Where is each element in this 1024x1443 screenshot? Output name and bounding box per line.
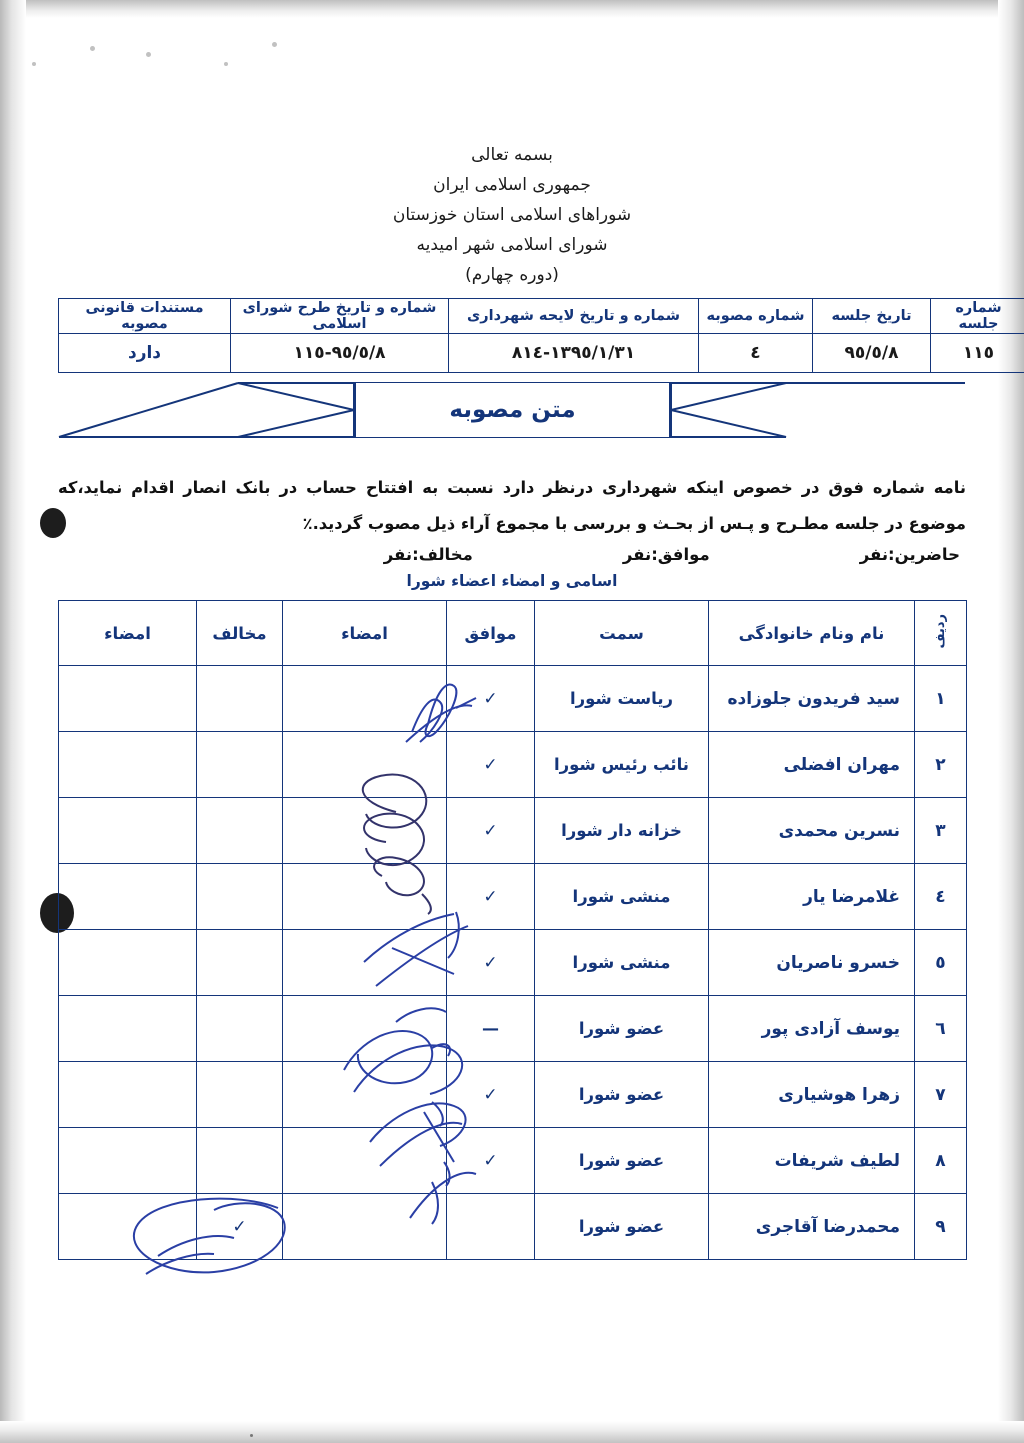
meta-header-row [59, 299, 1024, 334]
signature-agree-cell [283, 996, 447, 1062]
members-signature-table [58, 600, 967, 1260]
against-label: مخالف: [412, 545, 473, 564]
vote-against-mark [197, 996, 283, 1062]
banner-title-box [355, 382, 670, 438]
members-header-signature-agree: امضاء [283, 601, 447, 666]
row-number: ٩ [915, 1194, 967, 1260]
member-name: غلامرضا یار [709, 864, 915, 930]
meta-value-session-number: ١١٥ [931, 334, 1024, 373]
member-role: عضو شورا [535, 996, 709, 1062]
signature-agree-cell [283, 864, 447, 930]
member-name: نسرین محمدی [709, 798, 915, 864]
document-content [58, 0, 1002, 1443]
member-role: عضو شورا [535, 1194, 709, 1260]
meta-value-council-plan: ٩٥/٥/٨-١١٥ [231, 334, 449, 373]
member-name: لطیف شریفات [709, 1128, 915, 1194]
header-line-province: شوراهای اسلامی استان خوزستان [392, 205, 632, 225]
signature-agree-cell [283, 930, 447, 996]
table-row [59, 864, 967, 930]
member-role: عضو شورا [535, 1062, 709, 1128]
table-row [59, 1128, 967, 1194]
meta-value-resolution-number: ٤ [699, 334, 813, 373]
header-line-city: شورای اسلامی شهر امیدیه [416, 235, 608, 255]
row-number: ٢ [915, 732, 967, 798]
row-number: ٣ [915, 798, 967, 864]
member-role: نائب رئیس شورا [535, 732, 709, 798]
members-header-name: نام ونام خانوادگی [709, 601, 915, 666]
meta-header-municipality-bill: شماره و تاریخ لایحه شهرداری [449, 299, 699, 334]
banner-title-text: متن مصوبه [449, 397, 576, 423]
members-header-against: مخالف [197, 601, 283, 666]
scan-edge-right [998, 0, 1024, 1443]
vote-against-mark [197, 930, 283, 996]
signature-agree-cell [283, 798, 447, 864]
meta-header-resolution-number: شماره مصوبه [699, 299, 813, 334]
agree-value: نفر [622, 545, 652, 564]
members-header-role: سمت [535, 601, 709, 666]
vote-against-mark [197, 864, 283, 930]
header-line-basmala: بسمه تعالی [471, 145, 553, 165]
vote-against-mark [197, 798, 283, 864]
member-name: محمدرضا آقاجری [709, 1194, 915, 1260]
members-header-signature-against: امضاء [59, 601, 197, 666]
signature-agree-cell [283, 1194, 447, 1260]
row-number: ٨ [915, 1128, 967, 1194]
row-number: ٤ [915, 864, 967, 930]
table-row [59, 996, 967, 1062]
meta-value-session-date: ٩٥/٥/٨ [813, 334, 931, 373]
present-label: حاضرین: [888, 545, 960, 564]
member-name: مهران افضلی [709, 732, 915, 798]
member-role: خزانه دار شورا [535, 798, 709, 864]
signature-against-cell [59, 930, 197, 996]
member-role: منشی شورا [535, 930, 709, 996]
table-row [59, 666, 967, 732]
signature-agree-cell [283, 1062, 447, 1128]
signature-against-cell [59, 996, 197, 1062]
table-row [59, 1062, 967, 1128]
vote-agree-mark: ✓ [447, 732, 535, 798]
row-number: ١ [915, 666, 967, 732]
member-name: خسرو ناصریان [709, 930, 915, 996]
vote-agree-mark: ✓ [447, 798, 535, 864]
table-row [59, 732, 967, 798]
vote-agree-mark: ✓ [447, 1062, 535, 1128]
members-header-row-number-text: ردیف [932, 613, 948, 649]
signature-agree-cell [283, 732, 447, 798]
member-role: عضو شورا [535, 1128, 709, 1194]
meta-header-council-plan: شماره و تاریخ طرح شورای اسلامی [231, 299, 449, 334]
table-row [59, 798, 967, 864]
session-meta-table [58, 298, 1024, 373]
vote-agree-mark: ✓ [447, 930, 535, 996]
meta-value-municipality-bill: ١٣٩٥/١/٣١-٨١٤ [449, 334, 699, 373]
member-name: یوسف آزادی پور [709, 996, 915, 1062]
signature-against-cell [59, 1128, 197, 1194]
member-role: ریاست شورا [535, 666, 709, 732]
header-line-country: جمهوری اسلامی ایران [433, 175, 591, 195]
vote-counts-row [58, 545, 966, 564]
meta-header-session-date: تاریخ جلسه [813, 299, 931, 334]
signature-against-cell [59, 666, 197, 732]
signature-against-cell [59, 1062, 197, 1128]
document-header [58, 140, 966, 290]
banner-arrow-left [670, 382, 966, 438]
signature-against-cell [59, 1194, 197, 1260]
vote-against-mark [197, 1128, 283, 1194]
vote-against-mark: ✓ [197, 1194, 283, 1260]
meta-value-legal-documents: دارد [59, 334, 231, 373]
table-row [59, 1194, 967, 1260]
vote-against-mark [197, 666, 283, 732]
members-header-row [59, 601, 967, 666]
header-line-term: (دوره چهارم) [465, 265, 559, 285]
members-header-agree: موافق [447, 601, 535, 666]
members-table-caption: اسامی و امضاء اعضاء شورا [406, 572, 618, 590]
present-value: نفر [859, 545, 889, 564]
member-name: زهرا هوشیاری [709, 1062, 915, 1128]
against-value: نفر [383, 545, 413, 564]
vote-against-mark [197, 1062, 283, 1128]
scan-edge-left [0, 0, 26, 1443]
member-role: منشی شورا [535, 864, 709, 930]
row-number: ٥ [915, 930, 967, 996]
row-number: ٧ [915, 1062, 967, 1128]
row-number: ٦ [915, 996, 967, 1062]
signature-against-cell [59, 732, 197, 798]
signature-agree-cell [283, 666, 447, 732]
member-name: سید فریدون جلوزاده [709, 666, 915, 732]
signature-agree-cell [283, 1128, 447, 1194]
resolution-title-banner [58, 382, 966, 438]
members-header-row-number [915, 601, 967, 666]
vote-agree-mark: — [447, 996, 535, 1062]
signature-against-cell [59, 798, 197, 864]
meta-header-legal-documents: مستندات قانونی مصوبه [59, 299, 231, 334]
vote-agree-mark: ✓ [447, 666, 535, 732]
resolution-body-text: نامه شماره فوق در خصوص اینکه شهرداری درنظر دارد نسبت به افتتاح حساب در بانک انصار اقدام نماید،که موضوع در جلسه مطـرح و پـس از بحـث و بررسی با مجموع آراء ذیل مصوب گردید.٪ [58, 478, 966, 533]
scan-speck [32, 62, 36, 66]
vote-agree-mark: ✓ [447, 1128, 535, 1194]
agree-label: موافق: [651, 545, 710, 564]
vote-agree-mark [447, 1194, 535, 1260]
table-row [59, 930, 967, 996]
banner-arrow-right [58, 382, 355, 438]
signature-against-cell [59, 864, 197, 930]
vote-against-mark [197, 732, 283, 798]
meta-value-row [59, 334, 1024, 373]
meta-header-session-number: شماره جلسه [931, 299, 1024, 334]
vote-agree-mark: ✓ [447, 864, 535, 930]
